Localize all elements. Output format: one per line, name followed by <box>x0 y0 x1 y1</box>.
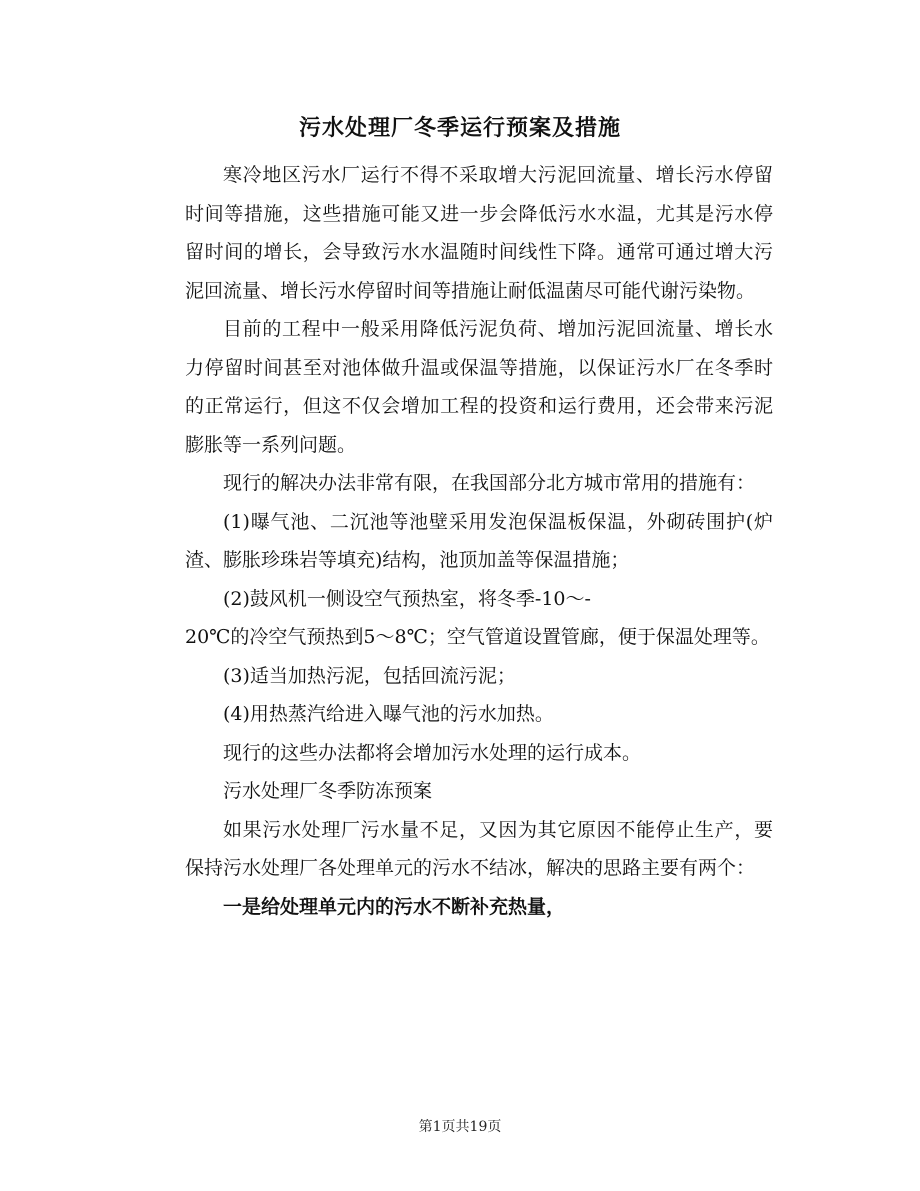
section-heading-antifreeze: 污水处理厂冬季防冻预案 <box>223 780 433 802</box>
paragraph-approach-one: 一是给处理单元内的污水不断补充热量， <box>223 895 566 918</box>
list-item-4: (4)用热蒸汽给进入曝气池的污水加热。 <box>223 703 554 725</box>
list-item-1: (1)曝气池、二沉池等池壁采用发泡保温板保温，外砌砖围护(炉渣、膨胀珍珠岩等填充)结构，池顶加盖等保温措施； <box>185 510 773 571</box>
list-item-2: (2)鼓风机一侧设空气预热室，将冬季-10～- <box>223 587 591 610</box>
paragraph-current-solutions: 现行的解决办法非常有限，在我国部分北方城市常用的措施有： <box>223 472 756 494</box>
list-item-3: (3)适当加热污泥，包括回流污泥； <box>223 664 516 687</box>
paragraph-antifreeze-intro: 如果污水处理厂污水量不足，又因为其它原因不能停止生产，要保持污水处理厂各处理单元的污水不结冰，解决的思路主要有两个： <box>185 818 773 879</box>
document-body <box>185 156 773 926</box>
document-title: 污水处理厂冬季运行预案及措施 <box>298 115 621 141</box>
paragraph-cost-note: 现行的这些办法都将会增加污水处理的运行成本。 <box>223 741 642 764</box>
list-item-2-continued: 20℃的冷空气预热到5～8℃；空气管道设置管廊，便于保温处理等。 <box>185 626 770 648</box>
paragraph-current-engineering: 目前的工程中一般采用降低污泥负荷、增加污泥回流量、增长水力停留时间甚至对池体做升温或保温等措施，以保证污水厂在冬季时的正常运行，但这不仅会增加工程的投资和运行费用，还会带来污泥膨胀等一系列问题。 <box>185 318 773 456</box>
paragraph-cold-region: 寒冷地区污水厂运行不得不采取增大污泥回流量、增长污水停留时间等措施，这些措施可能又进一步会降低污水水温，尤其是污水停留时间的增长，会导致污水水温随时间线性下降。通常可通过增大污泥回流量、增长污水停留时间等措施让耐低温菌尽可能代谢污染物。 <box>185 164 773 302</box>
page-number: 第1页共19页 <box>418 1119 502 1135</box>
